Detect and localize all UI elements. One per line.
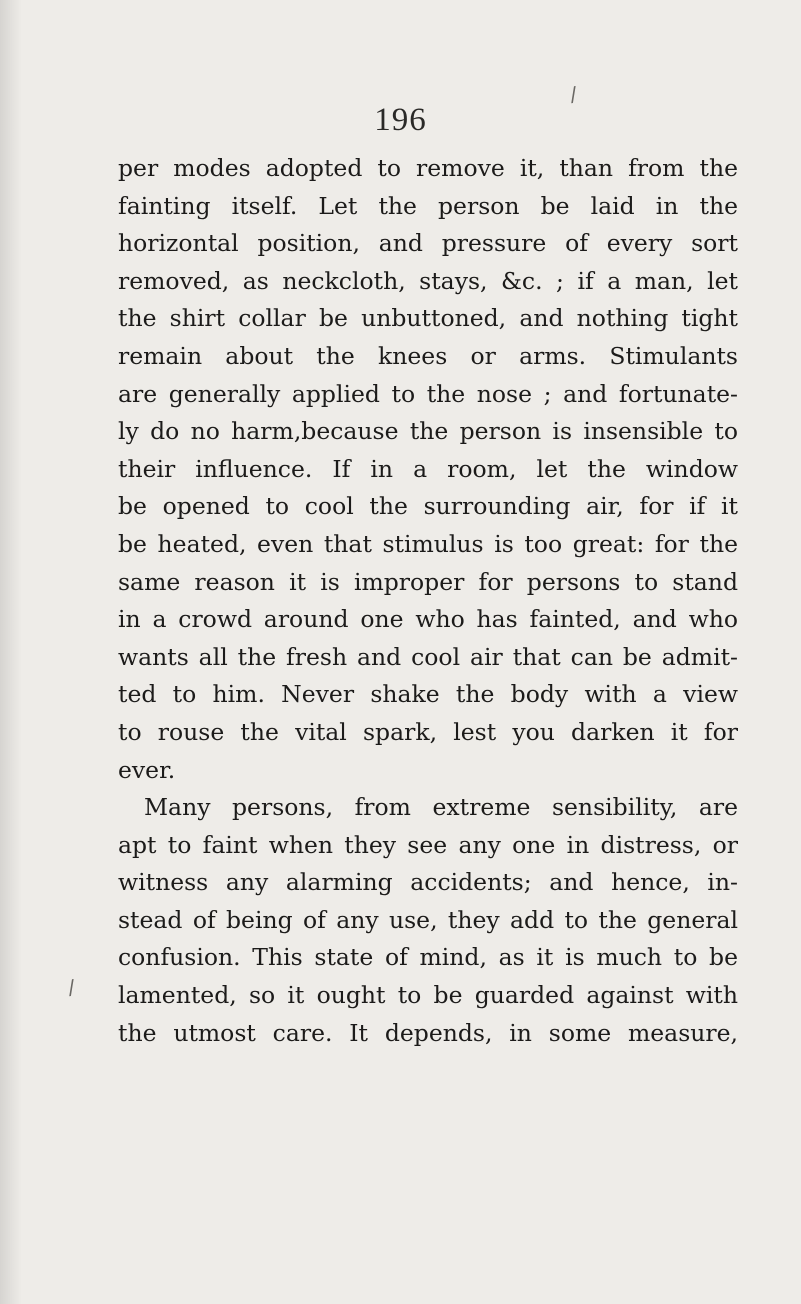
text-line: fainting itself. Let the person be laid in the: [118, 191, 738, 220]
text-line: witness any alarming accidents; and hence, in-: [118, 868, 738, 897]
text-line: wants all the fresh and cool air that can be admit-: [118, 642, 738, 671]
text-line: stead of being of any use, they add to the general: [118, 905, 738, 934]
text-line: per modes adopted to remove it, than from the: [118, 154, 738, 182]
text-line: the utmost care. It depends, in some measure,: [118, 1018, 738, 1047]
text-line: the shirt collar be unbuttoned, and nothing tight: [118, 304, 738, 333]
text-line: be heated, even that stimulus is too great: for the: [118, 529, 738, 558]
text-line: same reason it is improper for persons to stand: [118, 567, 738, 596]
text-line: Many persons, from extreme sensibility, are: [144, 793, 738, 822]
binding-shadow: [0, 0, 22, 1304]
text-line: ever.: [118, 755, 176, 784]
text-line: be opened to cool the surrounding air, for if it: [118, 492, 738, 521]
text-line: apt to faint when they see any one in distress, or: [118, 830, 738, 859]
paragraph: [118, 789, 738, 1052]
text-line: to rouse the vital spark, lest you darken it for: [118, 717, 738, 746]
text-line: horizontal position, and pressure of every sort: [118, 229, 738, 258]
text-line: ted to him. Never shake the body with a view: [118, 680, 738, 709]
text-line: in a crowd around one who has fainted, and who: [118, 605, 738, 634]
body-text: [118, 150, 738, 1052]
pencil-mark-left: ∕: [66, 974, 77, 1000]
pencil-mark-top: ∕: [568, 81, 579, 107]
text-line: remain about the knees or arms. Stimulants: [118, 341, 738, 370]
text-line: confusion. This state of mind, as it is much to be: [118, 943, 738, 972]
paragraph: [118, 150, 738, 789]
text-line: their influence. If in a room, let the window: [118, 454, 738, 483]
text-line: are generally applied to the nose ; and fortunate-: [118, 379, 738, 408]
text-line: lamented, so it ought to be guarded against with: [118, 981, 738, 1010]
text-line: ly do no harm,because the person is insensible to: [118, 417, 738, 446]
text-line: removed, as neckcloth, stays, &c. ; if a man, let: [118, 266, 738, 295]
page-number: 196: [374, 102, 427, 138]
